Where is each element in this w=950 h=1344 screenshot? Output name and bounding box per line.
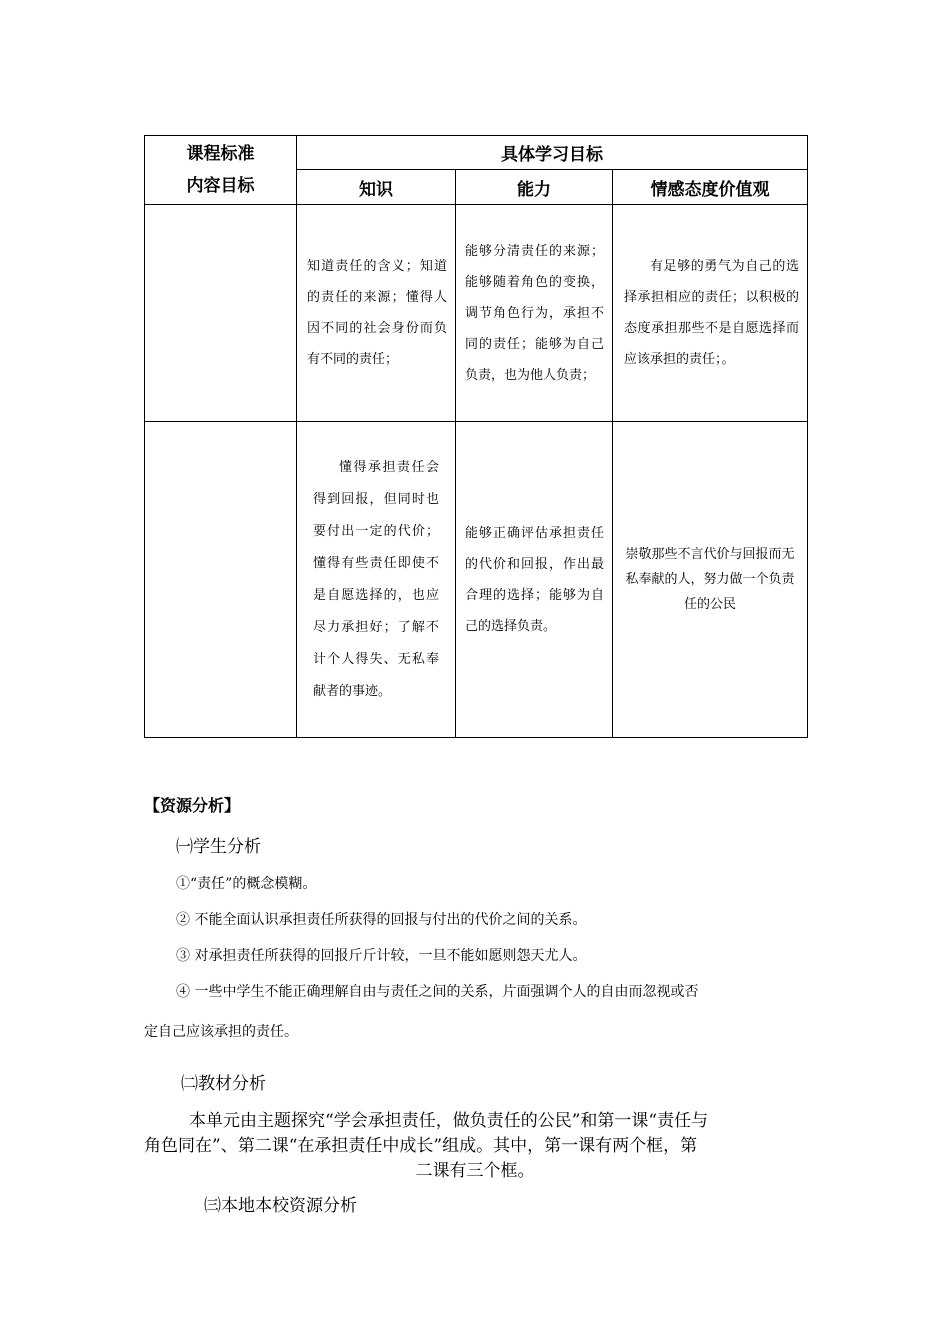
row1-emotion-text: 有足够的勇气为自己的选择承担相应的责任；以积极的态度承担那些不是自愿选择而应该承担的责任；。 — [624, 259, 800, 367]
row2-emotion — [613, 422, 808, 738]
row2-knowledge — [297, 422, 456, 738]
student-analysis-title: ㈠学生分析 — [176, 837, 261, 857]
textbook-line: 本单元由主题探究“学会承担责任，做负责任的公民”和第一课“责任与 — [189, 1111, 709, 1131]
row2-ability-text: 能够正确评估承担责任的代价和回报，作出最合理的选择；能够为自己的选择负责。 — [465, 525, 604, 634]
student-point: ② 不能全面认识承担责任所获得的回报与付出的代价之间的关系。 — [176, 912, 587, 928]
textbook-analysis-title: ㈡教材分析 — [181, 1074, 266, 1094]
resource-heading: 【资源分析】 — [144, 796, 241, 815]
row2-standard — [145, 422, 297, 738]
student-point: 定自己应该承担的责任。 — [144, 1024, 298, 1040]
row2-knowledge-text: 懂得承担责任会得到回报，但同时也要付出一定的代价；懂得有些责任即使不是自愿选择的，也应尽力承担好；了解不计个人得失、无私奉献者的事迹。 — [313, 459, 439, 699]
header-standard — [145, 136, 297, 205]
objectives-table — [144, 135, 808, 738]
header-emotion: 情感态度价值观 — [613, 170, 808, 205]
row1-standard — [145, 205, 297, 422]
row1-emotion — [613, 205, 808, 422]
row1-knowledge-text: 知道责任的含义；知道的责任的来源；懂得人因不同的社会身份而负有不同的责任； — [307, 259, 447, 367]
header-specific-goals: 具体学习目标 — [297, 136, 808, 170]
header-standard-line2: 内容目标 — [186, 176, 255, 196]
table-row — [145, 422, 808, 738]
header-ability: 能力 — [456, 170, 613, 205]
row2-ability — [456, 422, 613, 738]
row1-knowledge — [297, 205, 456, 422]
textbook-line: 角色同在”、第二课“在承担责任中成长”组成。其中，第一课有两个框，第 — [144, 1136, 698, 1156]
row2-emotion-text: 崇敬那些不言代价与回报而无私奉献的人，努力做一个负责任的公民 — [625, 547, 795, 612]
header-knowledge: 知识 — [297, 170, 456, 205]
student-point: ④ 一些中学生不能正确理解自由与责任之间的关系，片面强调个人的自由而忽视或否 — [176, 984, 699, 1000]
header-standard-line1: 课程标准 — [186, 144, 255, 164]
local-resource-title: ㈢本地本校资源分析 — [204, 1196, 357, 1216]
row1-ability-text: 能够分清责任的来源；能够随着角色的变换，调节角色行为，承担不同的责任；能够为自己负责，也为他人负责； — [465, 243, 604, 383]
row1-ability — [456, 205, 613, 422]
table-row — [145, 205, 808, 422]
textbook-line: 二课有三个框。 — [415, 1161, 535, 1181]
student-point: ①“责任”的概念模糊。 — [176, 876, 317, 892]
student-point: ③ 对承担责任所获得的回报斤斤计较，一旦不能如愿则怨天尤人。 — [176, 948, 587, 964]
